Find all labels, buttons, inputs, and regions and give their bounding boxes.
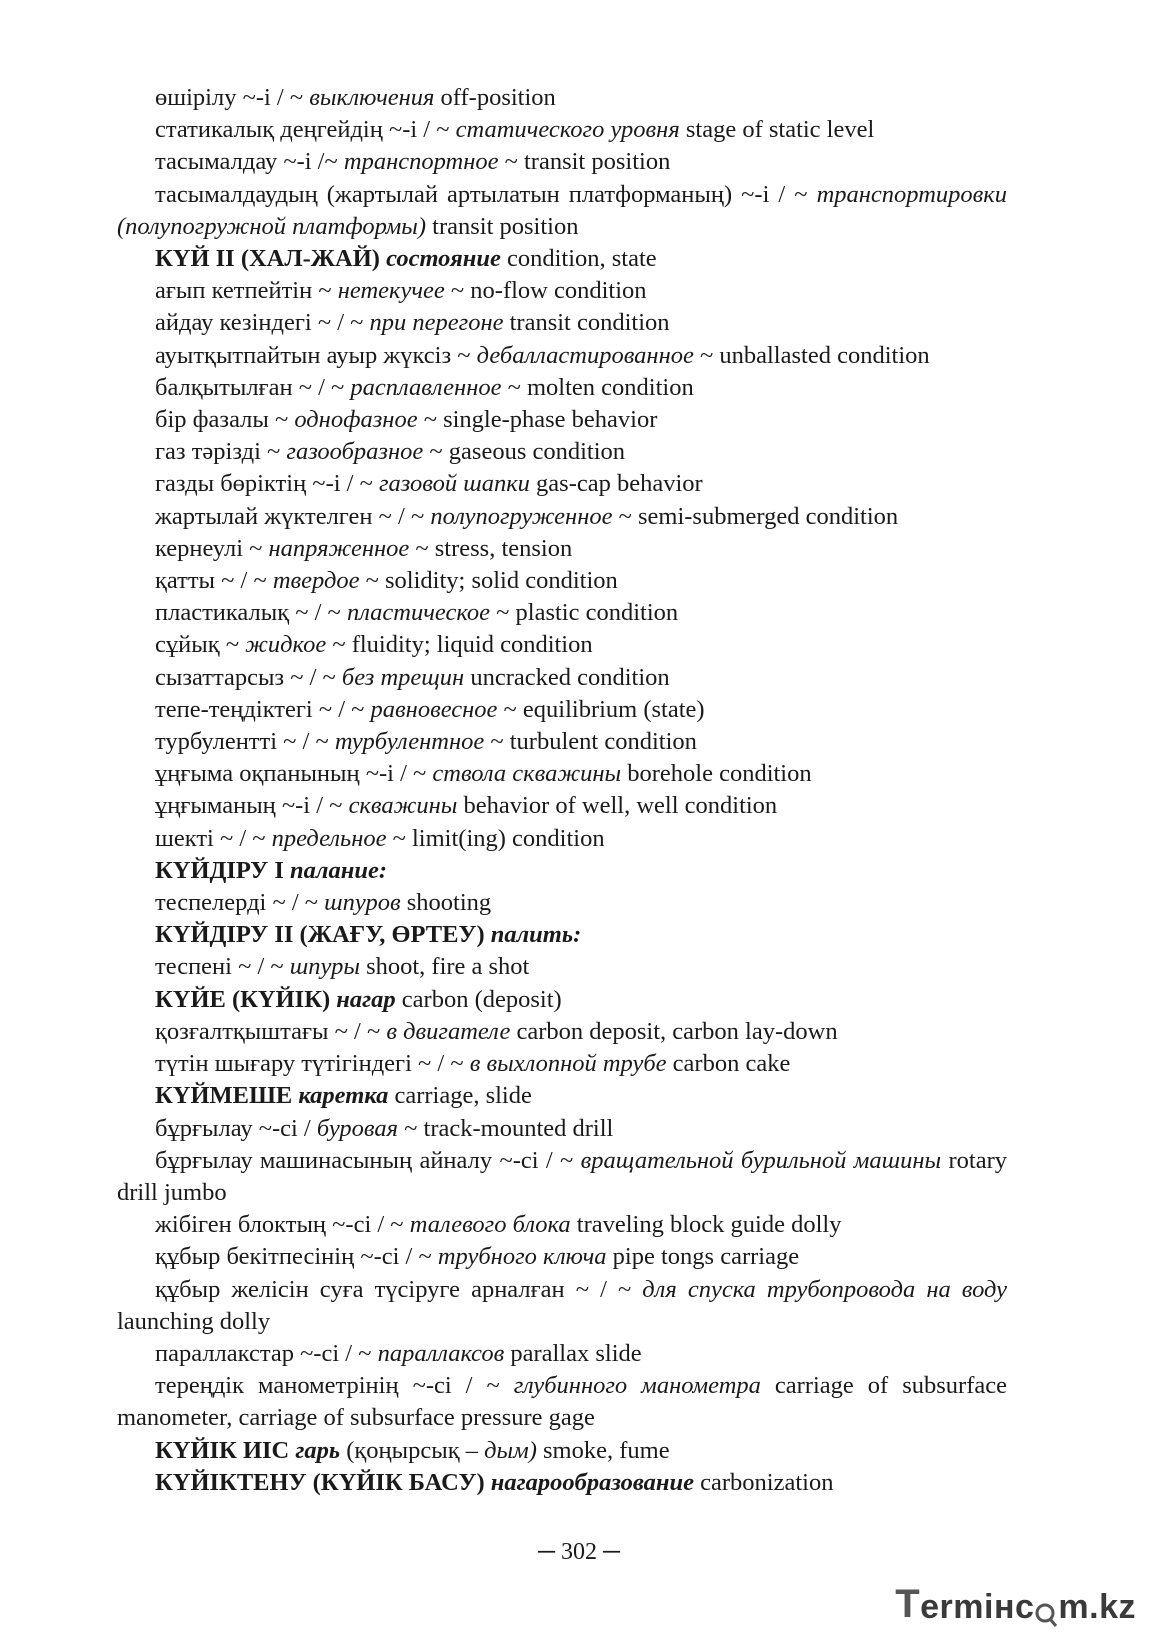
- entry-text: бұрғылау ~-сі /: [155, 1114, 317, 1142]
- entry-russian-term: при перегоне: [369, 309, 504, 337]
- entry-russian-term: твердое: [272, 567, 360, 595]
- logo-letter-t: T: [895, 1582, 921, 1626]
- entry-text: behavior of well, well condition: [457, 792, 778, 820]
- dictionary-entry: [117, 629, 1007, 661]
- entry-text: ~ fluidity; liquid condition: [326, 631, 593, 659]
- entry-text: ауытқытпайтын ауыр жүксіз ~: [155, 341, 477, 369]
- dictionary-entry: [117, 951, 1007, 983]
- entry-russian-term: для спуска трубопровода на воду: [642, 1275, 1007, 1303]
- entry-text: құбыр желісін суға түсіруге арналған ~ / ~: [155, 1275, 643, 1303]
- entry-russian-term: нагар: [336, 985, 396, 1013]
- entry-russian-term: буровая: [316, 1114, 399, 1142]
- entry-text: ~ transit position: [498, 148, 671, 176]
- entry-russian-term: ствола скважины: [432, 760, 622, 788]
- logo-text-suffix: m.kz: [1058, 1588, 1136, 1626]
- dictionary-entry: [117, 565, 1007, 597]
- entry-russian-term: дебалластированное: [476, 341, 694, 369]
- entry-text: жібіген блоктың ~-сі / ~: [155, 1211, 410, 1239]
- entry-text: пластикалық ~ / ~: [155, 599, 347, 627]
- entry-russian-term: без трещин: [341, 663, 465, 691]
- entry-russian-term: в двигателе: [386, 1017, 511, 1045]
- dictionary-entry: [117, 984, 1007, 1016]
- entry-russian-term: нагарообразование: [490, 1468, 694, 1496]
- dictionary-entry: [117, 404, 1007, 436]
- entry-russian-term: глубинного манометра: [513, 1372, 761, 1400]
- entry-text: тасымалдаудың (жартылай артылатын платформаның) ~-і / ~: [155, 180, 817, 208]
- dictionary-entry: [117, 275, 1007, 307]
- dictionary-entry: [117, 114, 1007, 146]
- entry-russian-term: предельное: [271, 824, 387, 852]
- dictionary-entry: [117, 501, 1007, 533]
- entry-russian-term: скважины: [348, 792, 458, 820]
- dictionary-entry: [117, 919, 1007, 951]
- entry-text: transit condition: [503, 309, 670, 337]
- entry-headword: КҮЙДІРУ I: [155, 856, 291, 884]
- entry-text: shooting: [400, 889, 492, 917]
- entry-text: тепе-теңдіктегі ~ / ~: [155, 695, 371, 723]
- entry-text: traveling block guide dolly: [570, 1211, 842, 1239]
- entry-text: теспелерді ~ / ~: [155, 889, 325, 917]
- dictionary-entry: [117, 790, 1007, 822]
- entry-text: статикалық деңгейдің ~-і / ~: [155, 116, 456, 144]
- entry-text: parallax slide: [504, 1339, 642, 1367]
- entry-text: бұрғылау машинасының айналу ~-сі / ~: [155, 1146, 581, 1174]
- entry-russian-term: расплавленное: [350, 373, 502, 401]
- dictionary-entry: [117, 1274, 1007, 1338]
- dictionary-entry: [117, 372, 1007, 404]
- dictionary-entry: [117, 1080, 1007, 1112]
- dictionary-entry: [117, 694, 1007, 726]
- entry-text: ұңғыманың ~-і / ~: [155, 792, 349, 820]
- entry-russian-term: напряженное: [268, 534, 410, 562]
- entry-text: rotary drill jumbo: [117, 1146, 1007, 1206]
- entry-russian-term: транспортировки (полупогружной платформы): [117, 180, 1007, 240]
- dictionary-entry: [117, 1113, 1007, 1145]
- page-number: ─ 302 ─: [537, 1539, 620, 1565]
- dictionary-entry: [117, 1016, 1007, 1048]
- entry-text: газды бөріктің ~-і / ~: [155, 470, 379, 498]
- dictionary-page: [117, 82, 1007, 1499]
- entry-russian-term: палить:: [490, 921, 582, 949]
- entry-text: параллакстар ~-сі / ~: [155, 1339, 378, 1367]
- dictionary-entry: [117, 726, 1007, 758]
- entry-text: қозғалтқыштағы ~ / ~: [155, 1017, 387, 1045]
- dictionary-entry: [117, 1370, 1007, 1434]
- entry-russian-term: талевого блока: [409, 1211, 571, 1239]
- entry-russian-term: равновесное: [370, 695, 498, 723]
- dictionary-entry: [117, 662, 1007, 694]
- entry-text: тереңдік манометрінің ~-сі / ~: [155, 1372, 514, 1400]
- dictionary-entry: [117, 1209, 1007, 1241]
- entry-russian-term: шпуры: [289, 953, 360, 981]
- entry-text: айдау кезіндегі ~ / ~: [155, 309, 370, 337]
- dictionary-entry: [117, 82, 1007, 114]
- entry-russian-term: полупогруженное: [430, 502, 613, 530]
- entry-text: ~ single-phase behavior: [417, 406, 658, 434]
- entry-text: бір фазалы ~: [155, 406, 295, 434]
- entry-russian-term: выключения: [309, 84, 435, 111]
- entry-text: сызаттарсыз ~ / ~: [155, 663, 342, 691]
- dictionary-entry: [117, 243, 1007, 275]
- logo-text-middle: ermінc: [920, 1588, 1035, 1626]
- entry-text: сұйық ~: [155, 631, 246, 659]
- entry-text: gas-cap behavior: [529, 470, 703, 498]
- entry-text: қатты ~ / ~: [155, 567, 273, 595]
- entry-text: ағып кетпейтін ~: [155, 277, 338, 305]
- entry-text: carbonization: [694, 1468, 834, 1496]
- entry-headword: КҮЙІКТЕНУ (КҮЙІК БАСУ): [155, 1468, 491, 1496]
- entry-text: carbon cake: [666, 1050, 791, 1078]
- dictionary-entry: [117, 179, 1007, 243]
- entry-russian-term: шпуров: [324, 889, 401, 917]
- entry-text: ~ molten condition: [501, 373, 694, 401]
- dictionary-entry: [117, 887, 1007, 919]
- dictionary-entry: [117, 1338, 1007, 1370]
- entry-text: shoot, fire a shot: [359, 953, 530, 981]
- entry-russian-term: трубного ключа: [437, 1243, 607, 1271]
- entry-text: ~ solidity; solid condition: [359, 567, 618, 595]
- entry-russian-term: состояние: [386, 245, 501, 273]
- entry-russian-term: транспортное: [343, 148, 499, 176]
- entry-text: кернеулі ~: [155, 534, 269, 562]
- entry-russian-term: турбулентное: [334, 728, 485, 756]
- dictionary-entry: [117, 1435, 1007, 1467]
- entry-text: carriage, slide: [388, 1082, 532, 1110]
- entry-russian-term: вращательной бурильной машины: [580, 1146, 942, 1174]
- entry-text: турбулентті ~ / ~: [155, 728, 335, 756]
- entry-headword: КҮЙЕ (КҮЙІК): [155, 985, 337, 1013]
- entry-headword: КҮЙ II (ХАЛ-ЖАЙ): [155, 245, 387, 273]
- dictionary-entry: [117, 823, 1007, 855]
- dictionary-entry: [117, 1467, 1007, 1499]
- entry-text: ~ equilibrium (state): [497, 695, 705, 723]
- magnifier-icon: [1034, 1597, 1058, 1627]
- dictionary-entry: [117, 436, 1007, 468]
- dictionary-entry: [117, 1145, 1007, 1209]
- entry-text: ~ limit(ing) condition: [386, 824, 605, 852]
- entry-text: газ тәрізді ~: [155, 438, 287, 466]
- entry-text: stage of static level: [679, 116, 875, 144]
- entry-russian-term: параллаксов: [377, 1339, 505, 1367]
- entry-text: pipe tongs carriage: [606, 1243, 800, 1271]
- entry-russian-term: в выхлопной трубе: [469, 1050, 667, 1078]
- entry-text: балқытылған ~ / ~: [155, 373, 351, 401]
- entry-text: borehole condition: [621, 760, 812, 788]
- entry-russian-term: газообразное: [286, 438, 424, 466]
- entry-text: carbon (deposit): [395, 985, 562, 1013]
- entry-russian-term: однофазное: [294, 406, 418, 434]
- entry-text: тасымалдау ~-і /~: [155, 148, 344, 176]
- termincom-logo: [895, 1583, 1136, 1627]
- entry-text: құбыр бекітпесінің ~-сі / ~: [155, 1243, 438, 1271]
- entry-russian-term: палание:: [290, 856, 387, 884]
- entry-text: launching dolly: [117, 1307, 271, 1335]
- entry-headword: КҮЙМЕШЕ: [155, 1082, 299, 1110]
- entry-text: ~ no-flow condition: [444, 277, 647, 305]
- entry-russian-term: пластическое: [346, 599, 491, 627]
- dictionary-entry: [117, 1241, 1007, 1273]
- entry-text: smoke, fume: [536, 1436, 670, 1464]
- entry-text: ~ track-mounted drill: [398, 1114, 614, 1142]
- entry-text: uncracked condition: [464, 663, 670, 691]
- dictionary-entry: [117, 758, 1007, 790]
- entry-text: off-position: [434, 84, 556, 111]
- entry-text: шекті ~ / ~: [155, 824, 272, 852]
- entry-text: carbon deposit, carbon lay-down: [510, 1017, 838, 1045]
- entry-text: transit position: [426, 212, 579, 240]
- entry-text: ~ turbulent condition: [484, 728, 697, 756]
- entry-text: ~ gaseous condition: [423, 438, 626, 466]
- entry-headword: КҮЙДІРУ II (ЖАҒУ, ӨРТЕУ): [155, 921, 491, 949]
- entry-text: (қоңырсық –: [340, 1436, 485, 1464]
- entry-text: түтін шығару түтігіндегі ~ / ~: [155, 1050, 470, 1078]
- entry-russian-term: каретка: [298, 1082, 389, 1110]
- dictionary-entry: [117, 533, 1007, 565]
- entry-text: өшірілу ~-і / ~: [155, 84, 310, 111]
- entry-russian-term: газовой шапки: [378, 470, 530, 498]
- entry-russian-term: гарь: [295, 1436, 341, 1464]
- entry-russian-term: статического уровня: [455, 116, 680, 144]
- entry-headword: КҮЙІК ИІС: [155, 1436, 296, 1464]
- entry-text: ~ plastic condition: [490, 599, 679, 627]
- dictionary-entry: [117, 855, 1007, 887]
- dictionary-entry: [117, 340, 1007, 372]
- entry-text: ~ semi-submerged condition: [612, 502, 899, 530]
- dictionary-entry: [117, 307, 1007, 339]
- dictionary-entry: [117, 146, 1007, 178]
- entry-russian-term: дым): [484, 1436, 537, 1464]
- dictionary-entry: [117, 597, 1007, 629]
- entry-text: ~ stress, tension: [409, 534, 573, 562]
- entry-text: жартылай жүктелген ~ / ~: [155, 502, 431, 530]
- dictionary-entry: [117, 1048, 1007, 1080]
- entry-russian-term: жидкое: [245, 631, 327, 659]
- entry-text: ұңғыма оқпанының ~-і / ~: [155, 760, 433, 788]
- entry-text: теспені ~ / ~: [155, 953, 290, 981]
- dictionary-entry: [117, 468, 1007, 500]
- entry-russian-term: нетекучее: [337, 277, 445, 305]
- entry-text: carriage of subsurface manometer, carriage of subsurface pressure gage: [117, 1372, 1007, 1432]
- entry-text: condition, state: [500, 245, 657, 273]
- entry-text: ~ unballasted condition: [693, 341, 930, 369]
